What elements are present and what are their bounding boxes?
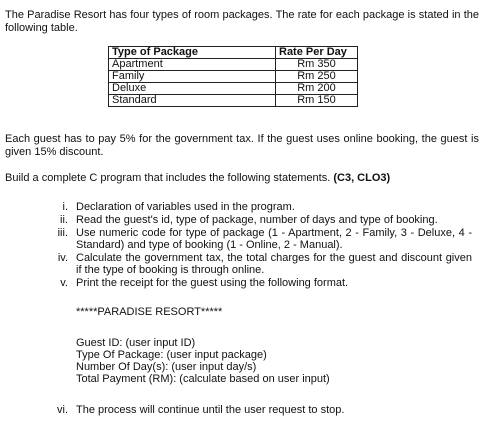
receipt-line: Guest ID: (user input ID) bbox=[76, 337, 196, 349]
item-text: Print the receipt for the guest using the following format. bbox=[76, 277, 349, 289]
task-code: (C3, CLO3) bbox=[333, 172, 391, 184]
item-number: v. bbox=[60, 277, 68, 289]
rates-table bbox=[108, 46, 358, 107]
list-item bbox=[0, 227, 488, 251]
receipt-title: *****PARADISE RESORT***** bbox=[76, 306, 223, 318]
list-item bbox=[0, 214, 488, 226]
item-number: iii. bbox=[57, 227, 68, 239]
intro-paragraph: The Paradise Resort has four types of room packages. The rate for each package is stated in the following table. bbox=[5, 9, 479, 34]
list-item bbox=[0, 201, 488, 213]
receipt-format bbox=[76, 337, 476, 385]
item-number: vi. bbox=[57, 404, 68, 416]
item-number: iv. bbox=[57, 252, 68, 264]
receipt-line: Type Of Package: (user input package) bbox=[76, 349, 267, 361]
table-cell-rate: Rm 200 bbox=[276, 83, 358, 95]
list-item bbox=[0, 252, 488, 276]
task-text: Build a complete C program that includes the following statements. bbox=[5, 172, 331, 184]
statement-list bbox=[0, 201, 488, 290]
table-header-package: Type of Package bbox=[109, 47, 276, 59]
table-row bbox=[109, 59, 358, 71]
item-number: ii. bbox=[60, 214, 68, 226]
receipt-line: Total Payment (RM): (calculate based on user input) bbox=[76, 373, 330, 385]
tax-paragraph: Each guest has to pay 5% for the government tax. If the guest uses online booking, the guest is given 15% discount. bbox=[5, 133, 479, 158]
table-cell-package: Apartment bbox=[109, 59, 276, 71]
item-text: Use numeric code for type of package (1 - Apartment, 2 - Family, 3 - Deluxe, 4 - Standard) and type of booking (1 - Online, 2 - Manual). bbox=[76, 227, 472, 251]
table-header-row bbox=[109, 47, 358, 59]
item-number: i. bbox=[62, 201, 68, 213]
table-row bbox=[109, 95, 358, 107]
task-paragraph bbox=[5, 172, 479, 185]
table-cell-rate: Rm 150 bbox=[276, 95, 358, 107]
table-row bbox=[109, 71, 358, 83]
table-cell-rate: Rm 250 bbox=[276, 71, 358, 83]
item-text: The process will continue until the user request to stop. bbox=[76, 404, 345, 416]
item-text: Declaration of variables used in the program. bbox=[76, 201, 295, 213]
receipt-line: Number Of Day(s): (user input day/s) bbox=[76, 361, 257, 373]
item-text: Read the guest's id, type of package, number of days and type of booking. bbox=[76, 214, 438, 226]
table-cell-package: Family bbox=[109, 71, 276, 83]
table-header-rate: Rate Per Day bbox=[276, 47, 358, 59]
list-item bbox=[0, 277, 488, 289]
table-cell-rate: Rm 350 bbox=[276, 59, 358, 71]
list-item bbox=[0, 404, 488, 416]
table-row bbox=[109, 83, 358, 95]
table-cell-package: Standard bbox=[109, 95, 276, 107]
item-text: Calculate the government tax, the total charges for the guest and discount given if the type of booking is through online. bbox=[76, 252, 472, 276]
table-cell-package: Deluxe bbox=[109, 83, 276, 95]
